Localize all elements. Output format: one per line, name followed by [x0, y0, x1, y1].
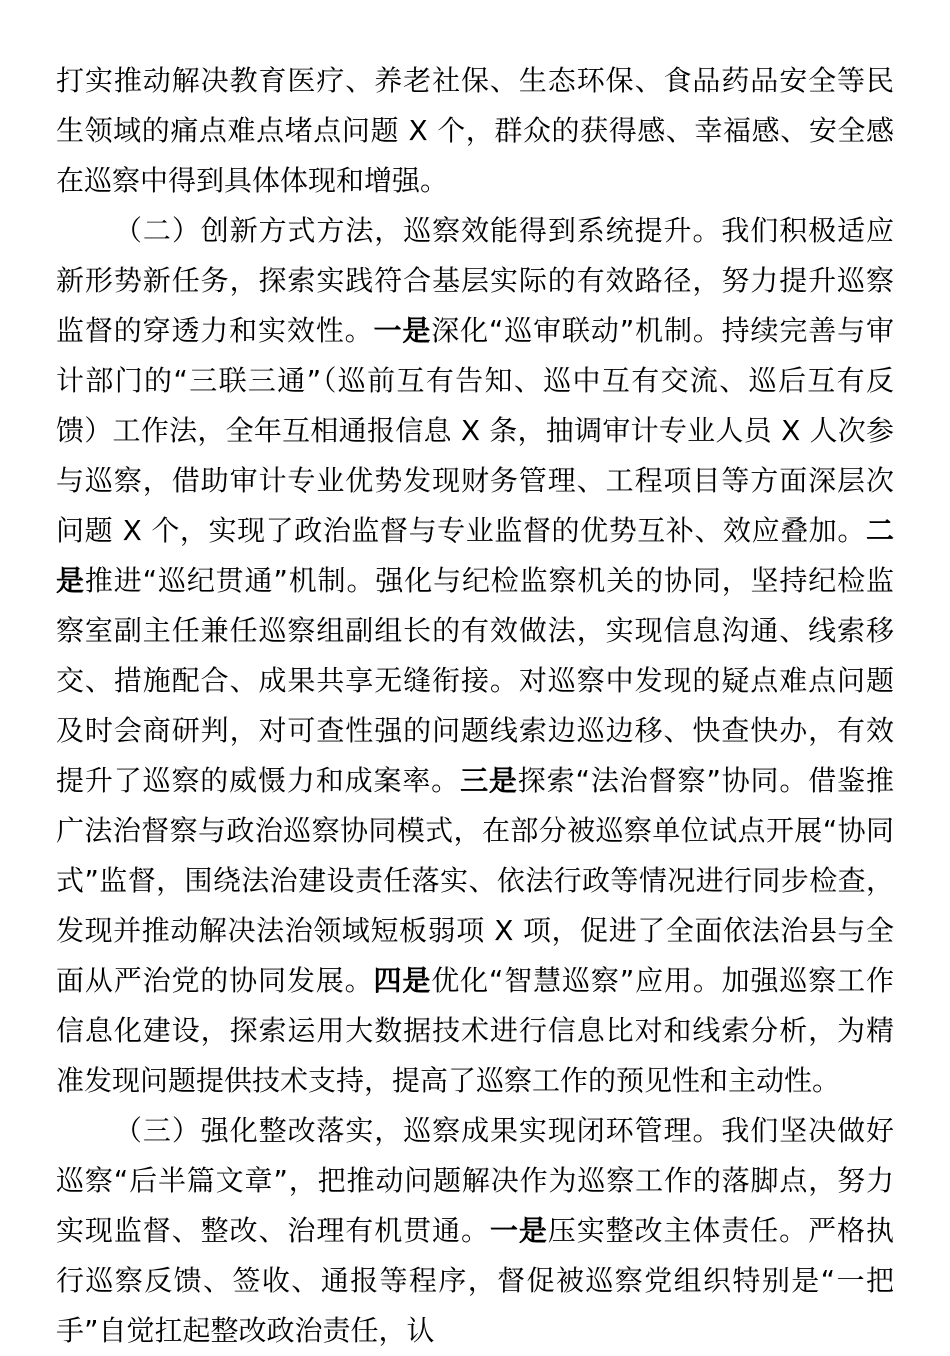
para-continued — [56, 56, 894, 206]
emphasis-run: 四是 — [373, 964, 432, 997]
text-run: 优化“智慧巡察”应用。加强巡察工作信息化建设，探索运用大数据技术进行信息比对和线索分析，为精准发现问题提供技术支持，提高了巡察工作的预见性和主动性。 — [56, 964, 894, 1097]
emphasis-run: 一是 — [373, 314, 432, 347]
emphasis-run: 三是 — [460, 764, 518, 797]
document-text-column — [56, 56, 894, 1356]
para-section-3 — [56, 1106, 894, 1356]
text-run: 探索“法治督察”协同。借鉴推广法治督察与政治巡察协同模式，在部分被巡察单位试点开展“协同式”监督，围绕法治建设责任落实、依法行政等情况进行同步检查，发现并推动解决法治领域短板弱项 X 项，促进了全面依法治县与全面从严治党的协同发展。 — [56, 764, 894, 997]
text-run: 打实推动解决教育医疗、养老社保、生态环保、食品药品安全等民生领域的痛点难点堵点问题 X 个，群众的获得感、幸福感、安全感在巡察中得到具体体现和增强。 — [56, 64, 894, 197]
text-run: 压实整改主体责任。严格执行巡察反馈、签收、通报等程序，督促被巡察党组织特别是“一把手”自觉扛起整改政治责任，认 — [56, 1214, 894, 1347]
para-section-2 — [56, 206, 894, 1106]
text-run: 推进“巡纪贯通”机制。强化与纪检监察机关的协同，坚持纪检监察室副主任兼任巡察组副组长的有效做法，实现信息沟通、线索移交、措施配合、成果共享无缝衔接。对巡察中发现的疑点难点问题及时会商研判，对可查性强的问题线索边巡边移、快查快办，有效提升了巡察的威慑力和成案率。 — [56, 564, 894, 797]
emphasis-run: 一是 — [489, 1214, 548, 1247]
emphasis-run: 二是 — [56, 514, 894, 597]
text-run: （二）创新方式方法，巡察效能得到系统提升。我们积极适应新形势新任务，探索实践符合基层实际的有效路径，努力提升巡察监督的穿透力和实效性。 — [56, 214, 894, 347]
text-run: 深化“巡审联动”机制。持续完善与审计部门的“三联三通”（巡前互有告知、巡中互有交流、巡后互有反馈）工作法，全年互相通报信息 X 条，抽调审计专业人员 X 人次参与巡察，借助审计专业优势发现财务管理、工程项目等方面深层次问题 X 个，实现了政治监督与专业监督的优势互补、效应叠加。 — [56, 314, 894, 547]
text-run: （三）强化整改落实，巡察成果实现闭环管理。我们坚决做好巡察“后半篇文章”，把推动问题解决作为巡察工作的落脚点，努力实现监督、整改、治理有机贯通。 — [56, 1114, 894, 1247]
